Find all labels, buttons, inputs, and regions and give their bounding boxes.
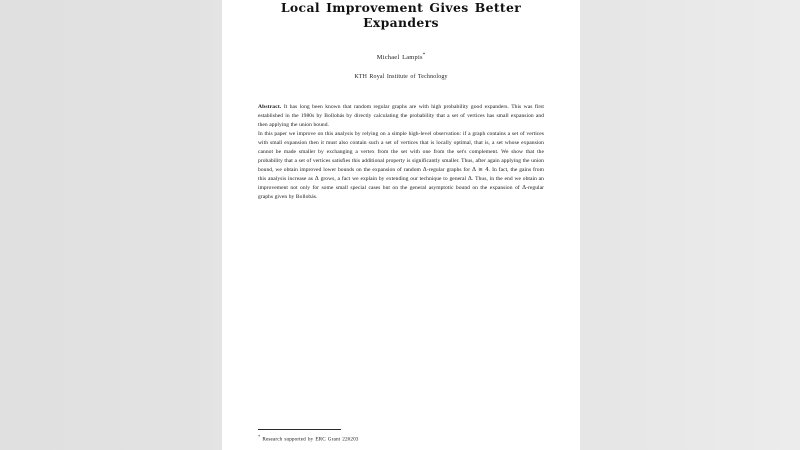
abstract-paragraph-2-text-c: . In fact, the gains from this analysis increase as xyxy=(258,166,544,182)
footnote-marker: * xyxy=(258,434,261,440)
footnote-divider xyxy=(258,429,341,430)
author-line xyxy=(258,31,544,61)
abstract-paragraph-2-text-f: -regular graphs given by Bollobás. xyxy=(258,184,544,200)
delta-condition: Δ ≥ 4 xyxy=(471,166,489,173)
abstract-paragraph-1-text: It has long been known that random regular graphs are with high probability good expanders. This was first established in the 1980s by Bollobás by directly calculating the probability that a set of vertices has small expansion and then applying the union bound. xyxy=(258,103,544,128)
author-footnote-marker[interactable]: * xyxy=(422,52,426,58)
page-content xyxy=(222,0,580,450)
affiliation: KTH Royal Institute of Technology xyxy=(354,73,448,80)
delta-symbol-1: Δ xyxy=(422,166,427,173)
page-title: Local Improvement Gives Better Expanders xyxy=(280,0,522,30)
delta-symbol-2: Δ xyxy=(314,175,319,182)
author-name: Michael Lampis xyxy=(376,53,423,61)
abstract-paragraph-2 xyxy=(258,130,544,202)
abstract-paragraph-1 xyxy=(258,103,544,130)
footnote xyxy=(258,429,544,443)
footnote-text xyxy=(258,434,544,443)
abstract-paragraph-2-text-b: -regular graphs for xyxy=(426,166,472,173)
paper-page xyxy=(222,0,580,450)
delta-symbol-3: Δ xyxy=(467,175,472,182)
abstract-paragraph-2-text-a: In this paper we improve on this analysis by relying on a simple high-level observation: if a graph contains a set of vertices with small expansion then it must also contain such a set of vertices that is locally optimal, that is, a set whose expansion cannot be made smaller by exchanging a vertex from the set with one from the set's complement. We show that the probability that a set of vertices satisfies this additional property is significantly smaller. Thus, after again applying the union bound, we obtain improved lower bounds on the expansion of random xyxy=(258,130,544,173)
abstract-section xyxy=(258,80,544,202)
abstract-paragraph-2-text-e: . Thus, in the end we obtain an improvement not only for some small special cases but on the general asymptotic bound on the expansion of xyxy=(258,175,544,191)
abstract-paragraph-2-text-d: grows, a fact we explain by extending our technique to general xyxy=(318,175,468,182)
delta-symbol-4: Δ xyxy=(522,184,527,191)
footnote-body: Research supported by ERC Grant 226203 xyxy=(262,437,359,443)
abstract-label: Abstract. xyxy=(258,103,282,110)
